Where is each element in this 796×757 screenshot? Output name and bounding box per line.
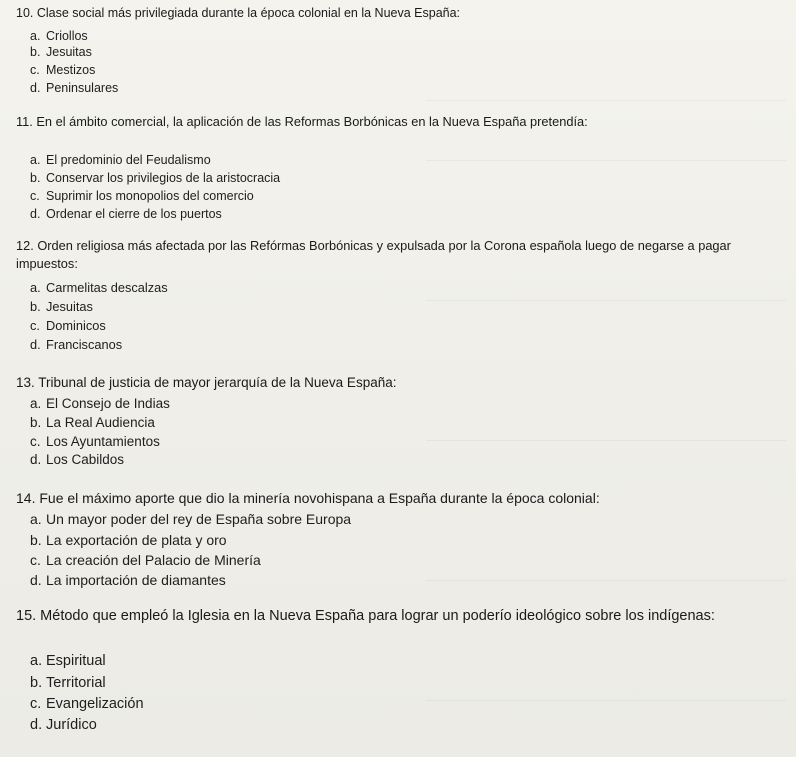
- option-label: La exportación de plata y oro: [46, 532, 227, 548]
- option-label: La creación del Palacio de Minería: [46, 552, 261, 568]
- option-label: Jesuitas: [46, 45, 92, 59]
- option-a[interactable]: a. Carmelitas descalzas: [30, 280, 168, 295]
- option-label: Un mayor poder del rey de España sobre Europa: [46, 511, 352, 527]
- option-d[interactable]: d. Jurídico: [30, 717, 97, 733]
- bleed-through-line: [426, 160, 786, 161]
- option-a[interactable]: a. El predominio del Feudalismo: [30, 153, 211, 167]
- option-label: Peninsulares: [46, 81, 119, 95]
- option-label: Territorial: [46, 675, 106, 691]
- question-text: 15. Método que empleó la Iglesia en la Nueva España para lograr un poderío ideológico sobre los indígenas:: [16, 608, 715, 624]
- bleed-through-line: [426, 700, 786, 701]
- option-c[interactable]: c. La creación del Palacio de Minería: [30, 552, 261, 568]
- option-b[interactable]: b. La Real Audiencia: [30, 415, 155, 430]
- option-label: La importación de diamantes: [46, 572, 226, 588]
- option-label: Los Ayuntamientos: [46, 434, 160, 449]
- option-a[interactable]: a. Un mayor poder del rey de España sobre Europa: [30, 511, 352, 527]
- option-c[interactable]: c. Dominicos: [30, 318, 106, 333]
- option-label: Franciscanos: [46, 337, 123, 352]
- option-a[interactable]: a. Criollos: [30, 29, 88, 43]
- option-b[interactable]: b. La exportación de plata y oro: [30, 532, 227, 548]
- option-label: Jurídico: [46, 717, 97, 733]
- option-label: Jesuitas: [46, 299, 93, 314]
- option-label: Suprimir los monopolios del comercio: [46, 189, 254, 203]
- bleed-through-line: [426, 100, 786, 101]
- question-text: 12. Orden religiosa más afectada por las Refórmas Borbónicas y expulsada por la Corona española luego de negarse a pagar impuestos:: [16, 238, 731, 271]
- option-label: Criollos: [46, 29, 88, 43]
- question-text: 11. En el ámbito comercial, la aplicación de las Reformas Borbónicas en la Nueva España pretendía:: [16, 114, 588, 129]
- option-d[interactable]: d. Peninsulares: [30, 81, 119, 95]
- option-b[interactable]: b. Jesuitas: [30, 299, 93, 314]
- question-text: 10. Clase social más privilegiada durante la época colonial en la Nueva España:: [16, 6, 461, 20]
- option-c[interactable]: c. Mestizos: [30, 63, 96, 77]
- option-c[interactable]: c. Los Ayuntamientos: [30, 434, 160, 449]
- option-label: La Real Audiencia: [46, 415, 155, 430]
- option-b[interactable]: b. Territorial: [30, 675, 106, 691]
- bleed-through-line: [426, 300, 786, 301]
- option-d[interactable]: d. Franciscanos: [30, 337, 123, 352]
- option-d[interactable]: d. Ordenar el cierre de los puertos: [30, 207, 222, 221]
- option-label: Mestizos: [46, 63, 96, 77]
- option-label: Dominicos: [46, 318, 106, 333]
- question-text: 13. Tribunal de justicia de mayor jerarquía de la Nueva España:: [16, 375, 397, 390]
- option-label: Evangelización: [46, 696, 144, 712]
- option-c[interactable]: c. Suprimir los monopolios del comercio: [30, 189, 254, 203]
- option-label: El predominio del Feudalismo: [46, 153, 211, 167]
- bleed-through-line: [426, 440, 786, 441]
- option-label: El Consejo de Indias: [46, 396, 170, 411]
- option-label: Ordenar el cierre de los puertos: [46, 207, 222, 221]
- option-label: Conservar los privilegios de la aristocracia: [46, 171, 281, 185]
- option-label: Carmelitas descalzas: [46, 280, 168, 295]
- option-d[interactable]: d. Los Cabildos: [30, 452, 125, 467]
- option-a[interactable]: a. El Consejo de Indias: [30, 396, 170, 411]
- option-label: Los Cabildos: [46, 452, 125, 467]
- option-b[interactable]: b. Jesuitas: [30, 45, 92, 59]
- option-c[interactable]: c. Evangelización: [30, 696, 144, 712]
- option-label: Espiritual: [46, 653, 106, 669]
- question-text: 14. Fue el máximo aporte que dio la minería novohispana a España durante la época colonial:: [16, 490, 600, 506]
- bleed-through-line: [426, 580, 786, 581]
- option-d[interactable]: d. La importación de diamantes: [30, 572, 226, 588]
- option-a[interactable]: a. Espiritual: [30, 653, 106, 669]
- option-b[interactable]: b. Conservar los privilegios de la aristocracia: [30, 171, 281, 185]
